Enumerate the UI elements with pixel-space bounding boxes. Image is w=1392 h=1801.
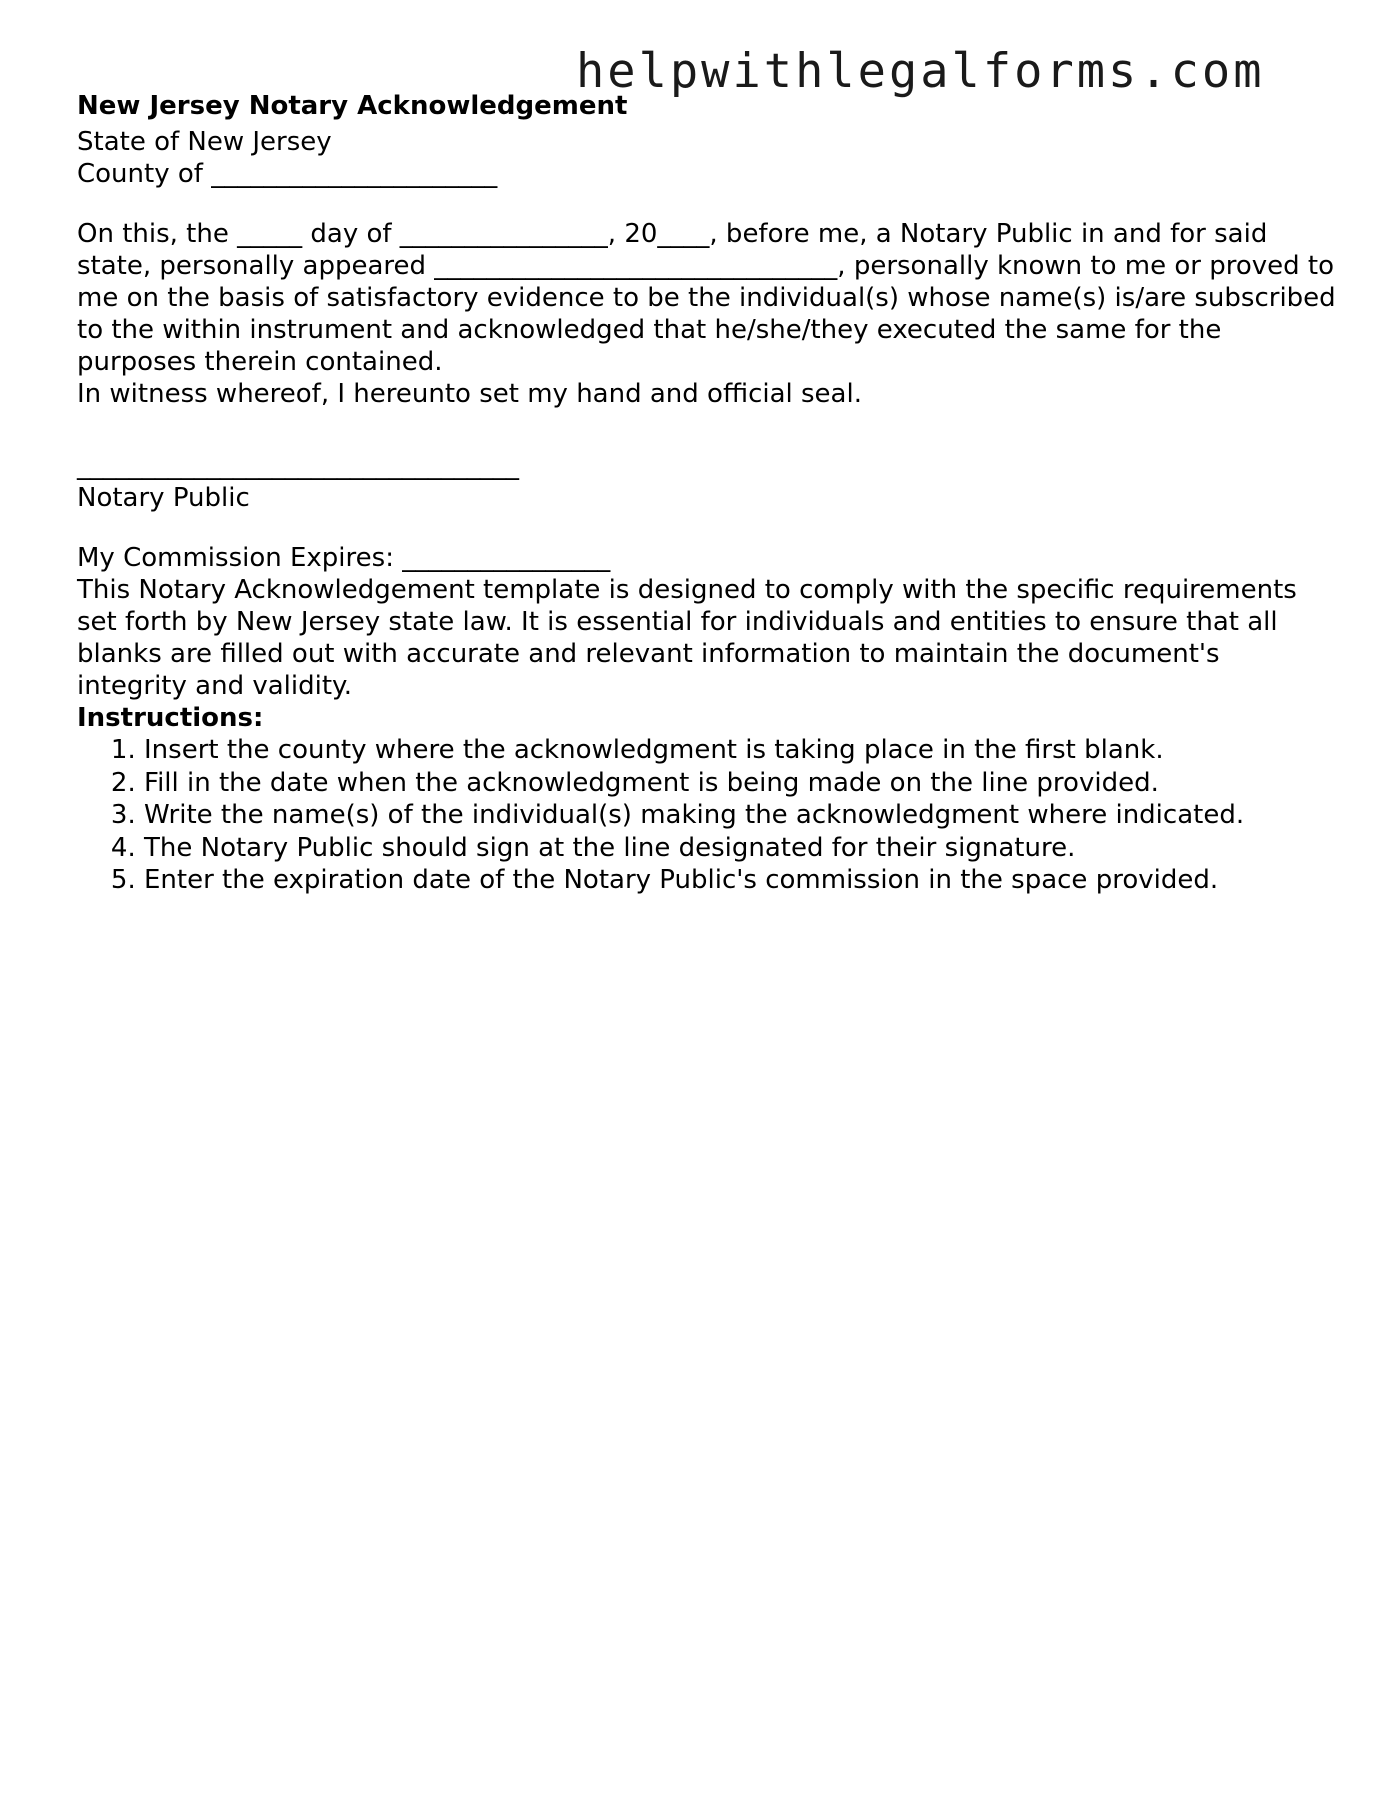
instruction-item: 5. Enter the expiration date of the Notary Public's commission in the space provided. xyxy=(144,864,1337,897)
document-body xyxy=(77,86,1337,897)
witness-line: In witness whereof, I hereunto set my hand and official seal. xyxy=(77,379,862,409)
document-title: New Jersey Notary Acknowledgement xyxy=(77,91,628,121)
instructions-list xyxy=(77,734,1337,897)
state-line: State of New Jersey xyxy=(77,127,332,157)
acknowledgement-paragraph: On this, the _____ day of ________________, 20____, before me, a Notary Public in and for said state, personally appeared _______________________________, personally known to me or proved to me on the basis of satisfactory evidence to be the individual(s) whose name(s) is/are subscribed to the within instrument and acknowledged that he/she/they executed the same for the purposes therein contained. xyxy=(77,219,1336,377)
watermark-text: helpwithlegalforms.com xyxy=(576,44,1265,99)
instruction-item: 1. Insert the county where the acknowledgment is taking place in the first blank. xyxy=(144,734,1337,767)
signature-label: Notary Public xyxy=(77,483,250,513)
commission-expires-line: My Commission Expires: ________________ xyxy=(77,543,611,573)
template-note-paragraph: This Notary Acknowledgement template is designed to comply with the specific requirements set forth by New Jersey state law. It is essential for individuals and entities to ensure that all blanks are filled out with accurate and relevant information to maintain the document's integrity and validity. xyxy=(77,575,1297,701)
instruction-item: 3. Write the name(s) of the individual(s) making the acknowledgment where indicated. xyxy=(144,799,1337,832)
signature-block xyxy=(77,450,1337,514)
instructions-heading: Instructions: xyxy=(77,703,264,733)
instruction-item: 4. The Notary Public should sign at the line designated for their signature. xyxy=(144,832,1337,865)
signature-line: __________________________________ xyxy=(77,451,519,481)
county-line: County of ______________________ xyxy=(77,159,498,189)
venue-block xyxy=(77,126,1337,190)
instruction-item: 2. Fill in the date when the acknowledgment is being made on the line provided. xyxy=(144,767,1337,800)
